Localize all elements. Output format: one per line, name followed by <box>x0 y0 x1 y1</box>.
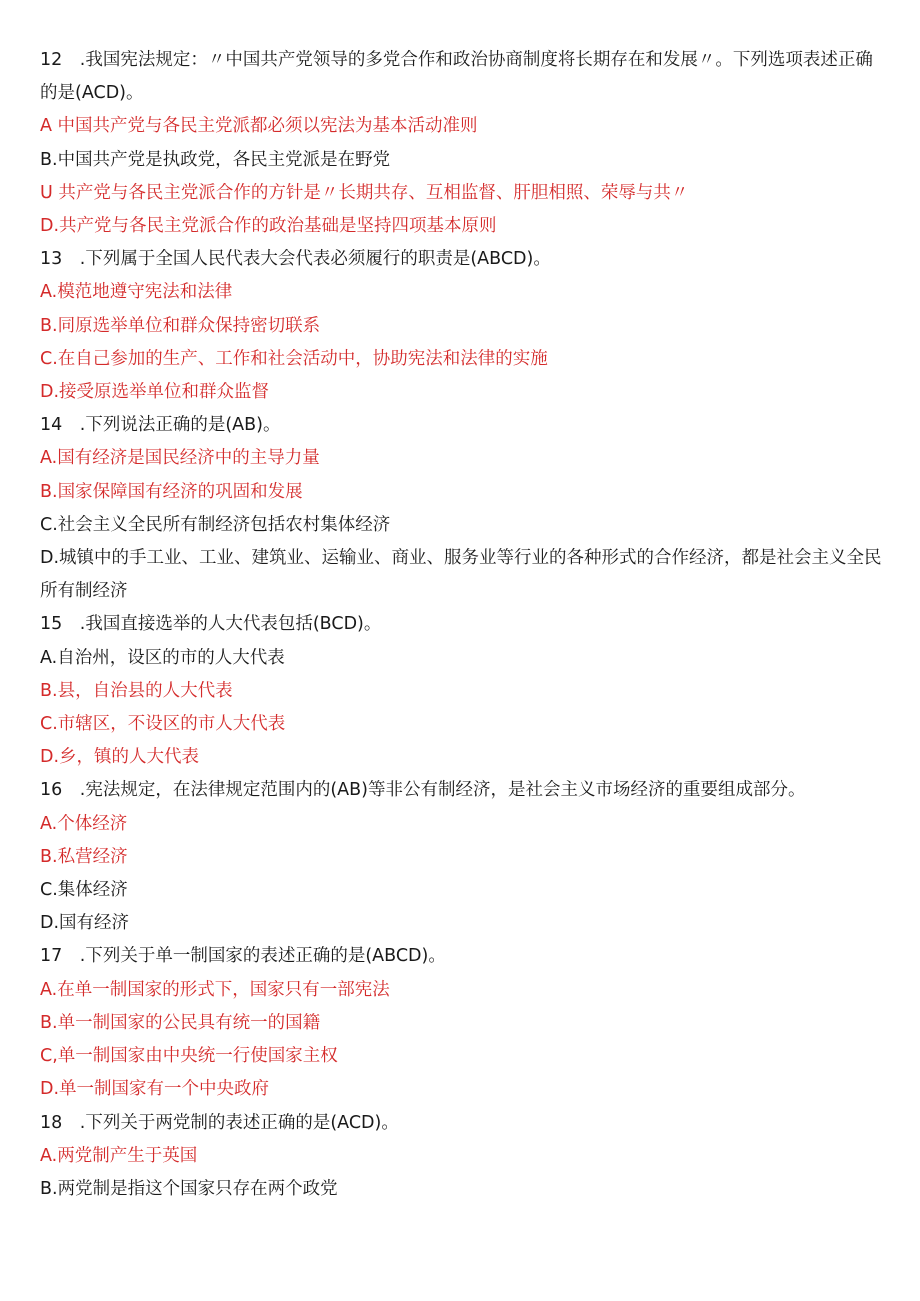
option-14-a: A.国有经济是国民经济中的主导力量 <box>40 448 320 469</box>
option-13-d: D.接受原选举单位和群众监督 <box>40 382 270 403</box>
question-13: 13 .下列属于全国人民代表大会代表必须履行的职责是(ABCD)。 <box>40 249 551 270</box>
option-13-b: B.同原选举单位和群众保持密切联系 <box>40 315 321 336</box>
option-15-b: B.县，自治县的人大代表 <box>40 680 233 701</box>
option-17-d: D.单一制国家有一个中央政府 <box>40 1079 270 1100</box>
option-14-c: C.社会主义全民所有制经济包括农村集体经济 <box>40 514 391 535</box>
option-12-b: B.中国共产党是执政党，各民主党派是在野党 <box>40 149 391 170</box>
option-13-c: C.在自己参加的生产、工作和社会活动中，协助宪法和法律的实施 <box>40 348 548 369</box>
question-12: 12 .我国宪法规定：〃中国共产党领导的多党合作和政治协商制度将长期存在和发展〃。下列选项表述正确的是(ACD)。 <box>40 50 873 104</box>
option-15-d: D.乡，镇的人大代表 <box>40 747 200 768</box>
option-12-a: A 中国共产党与各民主党派都必须以宪法为基本活动准则 <box>40 116 478 137</box>
question-18: 18 .下列关于两党制的表述正确的是(ACD)。 <box>40 1112 399 1133</box>
option-16-d: D.国有经济 <box>40 913 130 934</box>
option-17-a: A.在单一制国家的形式下，国家只有一部宪法 <box>40 979 390 1000</box>
question-16: 16 .宪法规定，在法律规定范围内的(AB)等非公有制经济，是社会主义市场经济的重要组成部分。 <box>40 780 806 801</box>
option-16-b: B.私营经济 <box>40 846 128 867</box>
question-14: 14 .下列说法正确的是(AB)。 <box>40 415 281 436</box>
question-17: 17 .下列关于单一制国家的表述正确的是(ABCD)。 <box>40 946 446 967</box>
option-14-b: B.国家保障国有经济的巩固和发展 <box>40 481 303 502</box>
question-15: 15 .我国直接选举的人大代表包括(BCD)。 <box>40 614 382 635</box>
option-17-c: C,单一制国家由中央统一行使国家主权 <box>40 1046 338 1067</box>
option-17-b: B.单一制国家的公民具有统一的国籍 <box>40 1012 321 1033</box>
option-15-c: C.市辖区，不设区的市人大代表 <box>40 714 286 735</box>
option-18-b: B.两党制是指这个国家只存在两个政党 <box>40 1178 338 1199</box>
option-14-d: D.城镇中的手工业、工业、建筑业、运输业、商业、服务业等行业的各种形式的合作经济，都是社会主义全民所有制经济 <box>40 548 882 602</box>
option-15-a: A.自治州，设区的市的人大代表 <box>40 647 285 668</box>
option-16-c: C.集体经济 <box>40 880 128 901</box>
document-page <box>40 44 885 1206</box>
option-13-a: A.模范地遵守宪法和法律 <box>40 282 233 303</box>
option-18-a: A.两党制产生于英国 <box>40 1145 198 1166</box>
option-12-d: D.共产党与各民主党派合作的政治基础是坚持四项基本原则 <box>40 216 497 237</box>
option-12-c: U 共产党与各民主党派合作的方针是〃长期共存、互相监督、肝胆相照、荣辱与共〃 <box>40 182 689 203</box>
option-16-a: A.个体经济 <box>40 813 128 834</box>
